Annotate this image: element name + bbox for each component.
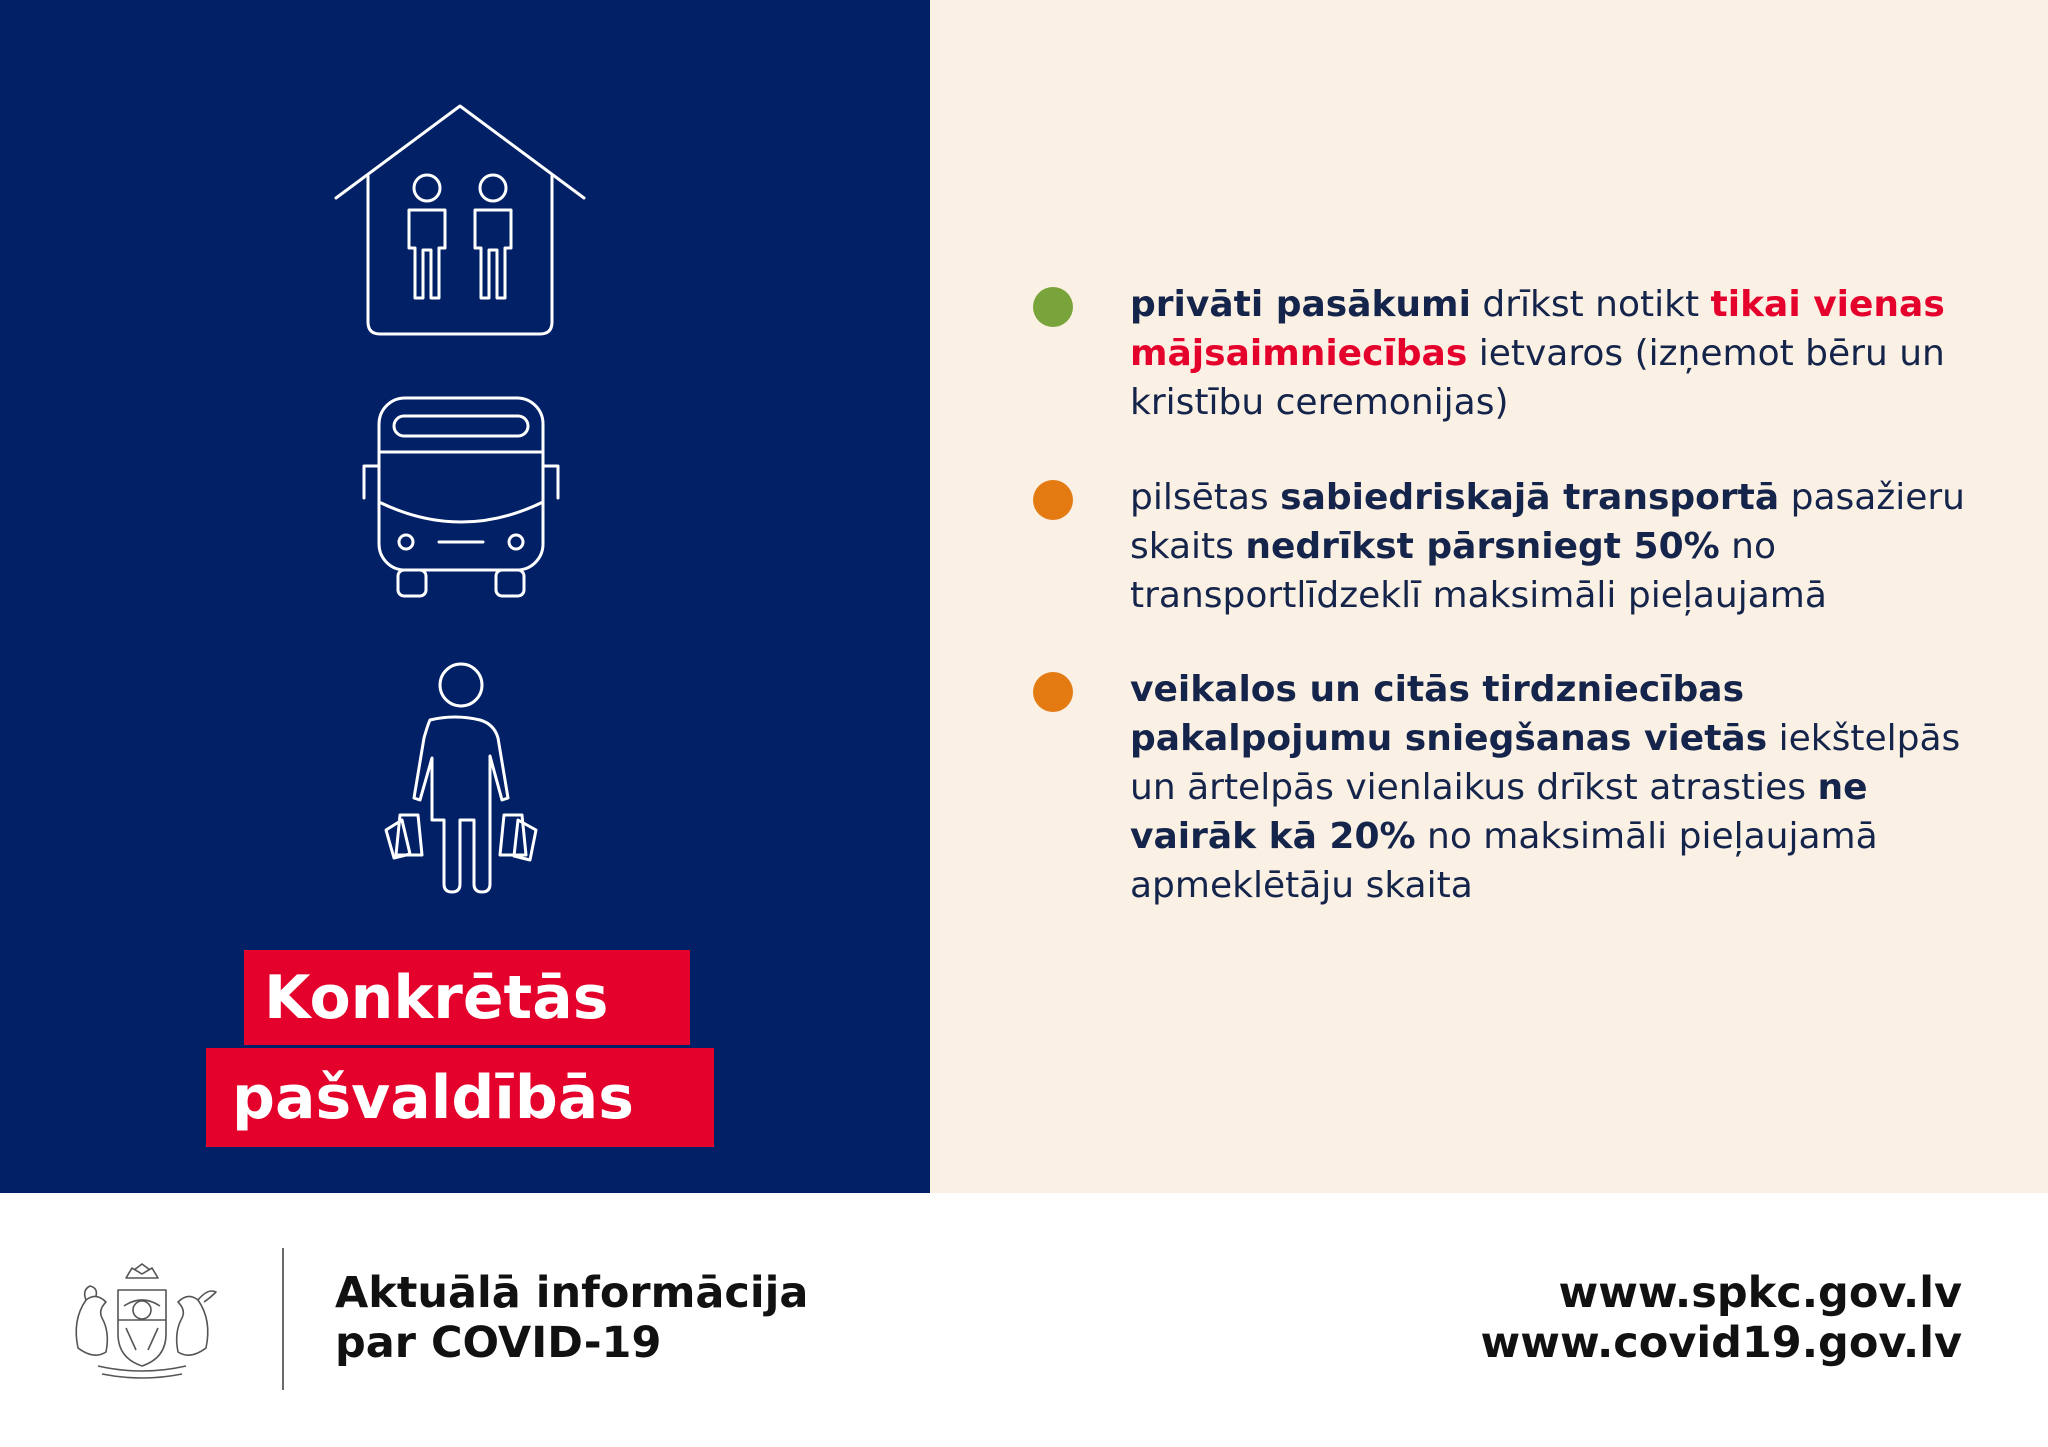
latvia-coat-of-arms-icon [62,1262,222,1382]
bullet-text [1130,473,1990,620]
footer-info [335,1268,808,1368]
footer-info-line-1: Aktuālā informācija [335,1268,809,1318]
footer-divider [282,1248,284,1390]
url-spkc-link[interactable]: www.spkc.gov.lv [1558,1268,1962,1318]
bullet-text-segment: tikai vienas mājsaimniecības [1130,284,1945,374]
bullet-text-segment: no transportlīdzeklī maksimāli pieļaujamā [1130,526,1827,616]
shopper-icon [376,660,546,900]
house-with-people-icon [330,100,590,340]
bullet-text-segment: sabiedriskajā transportā [1280,477,1780,518]
bullet-text [1130,665,1990,910]
bullet-dot [1033,287,1073,327]
title-line-1: Konkrētās [244,950,690,1045]
left-panel [0,0,930,1193]
bullet-text-segment: no maksimāli pieļaujamā apmeklētāju skaita [1130,816,1878,906]
bullet-dot [1033,480,1073,520]
bullet-text-segment: veikalos un citās tirdzniecības pakalpojumu sniegšanas vietās [1130,669,1768,759]
bullet-text [1130,280,1990,427]
bus-icon [356,392,566,604]
bullet-text-segment: pasažieru skaits [1130,477,1965,567]
bullet-text-segment: privāti pasākumi [1130,284,1471,325]
url-covid19-link[interactable]: www.covid19.gov.lv [1480,1318,1962,1368]
footer-info-line-2: par COVID-19 [335,1318,662,1368]
bullet-text-segment: ietvaros (izņemot bēru un kristību ceremonijas) [1130,333,1945,423]
bullet-text-segment: iekštelpās un ārtelpās vienlaikus drīkst atrasties [1130,718,1961,808]
bullet-dot [1033,672,1073,712]
title-line-2: pašvaldībās [206,1048,714,1147]
bullet-text-segment: pilsētas [1130,477,1281,518]
footer-urls [1481,1268,1962,1368]
bullet-text-segment: ne vairāk kā 20% [1130,767,1868,857]
bullet-text-segment: drīkst notikt [1470,284,1711,325]
bullet-text-segment: nedrīkst pārsniegt 50% [1245,526,1720,567]
